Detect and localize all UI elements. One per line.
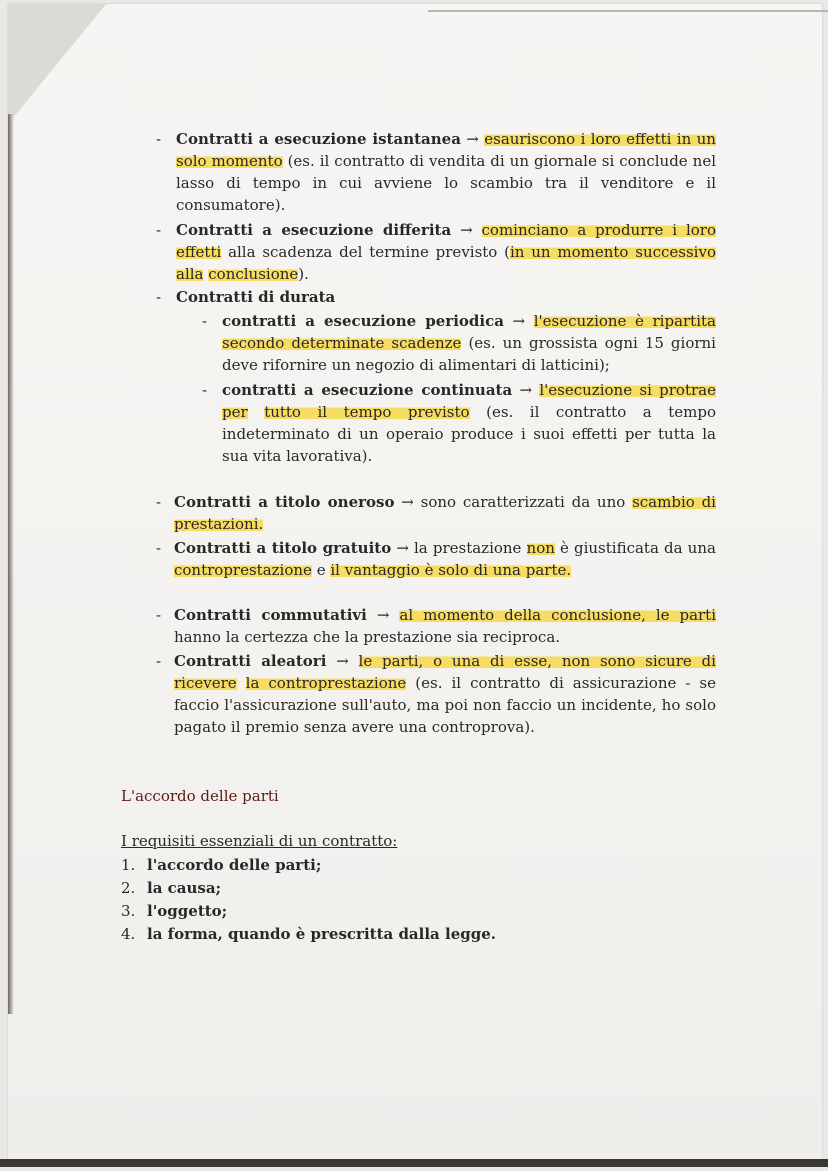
- bullet-dash: -: [156, 652, 162, 670]
- bullet-dash: -: [202, 312, 208, 330]
- bullet-dash: -: [156, 606, 162, 624]
- bullet-dash: -: [202, 381, 208, 399]
- list-item-istantanea: Contratti a esecuzione istantanea → esauriscono i loro effetti in un solo momento (es. il contratto di vendita di un giornale si conclude nel lasso di tempo in cui avviene lo scambio tra il venditore e il consumatore).: [176, 130, 716, 214]
- list-item-differita: Contratti a esecuzione differita → cominciano a produrre i loro effetti alla scadenza del termine previsto (in un momento successivo alla conclusione).: [176, 221, 716, 283]
- list-item: 2. la causa;: [121, 879, 222, 897]
- list-item-durata: Contratti di durata: [176, 288, 336, 306]
- requisiti-heading: I requisiti essenziali di un contratto:: [121, 832, 398, 850]
- bullet-dash: -: [156, 221, 162, 239]
- list-item-oneroso: Contratti a titolo oneroso → sono caratterizzati da uno scambio di prestazioni.: [174, 493, 716, 533]
- section-title: L'accordo delle parti: [121, 787, 279, 805]
- list-item: 3. l'oggetto;: [121, 902, 228, 920]
- sublist-item-periodica: contratti a esecuzione periodica → l'esecuzione è ripartita secondo determinate scadenze (es. un grossista ogni 15 giorni deve rifornire un negozio di alimentari di latticini);: [222, 312, 716, 374]
- sublist-item-continuata: contratti a esecuzione continuata → l'esecuzione si protrae per tutto il tempo previsto (es. il contratto a tempo indeterminato di un operaio produce i suoi effetti per tutta la sua vita lavorativa).: [222, 381, 716, 465]
- bullet-dash: -: [156, 288, 162, 306]
- list-item: 1. l'accordo delle parti;: [121, 856, 322, 874]
- requisiti-list: [121, 854, 496, 946]
- list-item-commutativi: Contratti commutativi → al momento della conclusione, le parti hanno la certezza che la prestazione sia reciproca.: [174, 606, 717, 646]
- list-item-aleatori: Contratti aleatori → le parti, o una di esse, non sono sicure di ricevere la controprestazione (es. il contratto di assicurazione - se faccio l'assicurazione sull'auto, ma poi non faccio un incidente, ho solo pagato il premio senza avere una controprova).: [174, 652, 716, 736]
- bullet-dash: -: [156, 130, 162, 148]
- bullet-dash: -: [156, 539, 162, 557]
- list-item: 4. la forma, quando è prescritta dalla legge.: [121, 925, 496, 943]
- list-item-gratuito: Contratti a titolo gratuito → la prestazione non è giustificata da una controprestazione e il vantaggio è solo di una parte.: [174, 539, 716, 579]
- bullet-dash: -: [156, 493, 162, 511]
